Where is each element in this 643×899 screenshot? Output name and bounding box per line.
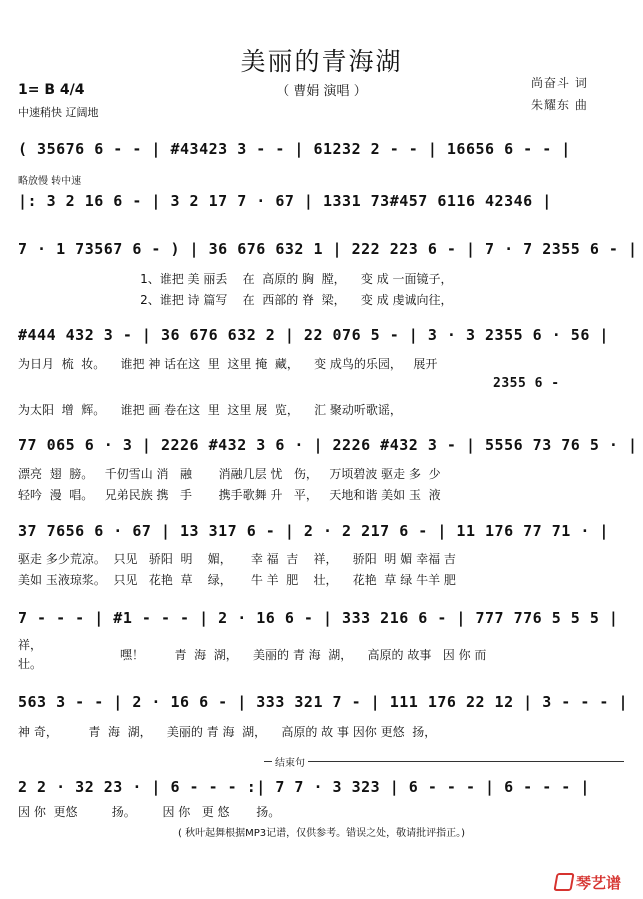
lyric-row-4-verse-2: 为太阳 增 辉。 谁把 画 卷在这 里 这里 展 览， 汇 聚动听歌谣， [18,403,402,417]
key-signature: 1= B 4/4 [18,82,85,98]
lyric-row-5-verse-2: 轻吟 漫 唱。 兄弟民族 携 手 携手歌舞 升 平， 天地和谐 美如 玉 液 [18,488,441,502]
lyric-row-8: 神 奇， 青 海 湖， 美丽的 青 海 湖， 高原的 故 事 因你 更悠 扬， [18,725,437,739]
lyric-row-3-verse-1: 1、谁把 美 丽丢 在 高原的 胸 膛， 变 成 一面镜子， [18,272,453,286]
lyric-row-7-chorus: 嘿！ 青 海 湖， 美丽的 青 海 湖， 高原的 故事 因 你 而 [120,648,487,662]
score-row-3: 7 · 1 73567 6 - ) | 36 676 632 1 | 222 223 6 - | 7 · 7 2355 6 - | [18,240,638,258]
score-row-2: |: 3 2 16 6 - | 3 2 17 7 · 67 | 1331 73#457 6116 42346 | [18,192,552,210]
page-title: 美丽的青海湖 [240,47,403,76]
footer-note: ( 秋叶起舞根据MP3记谱，仅供参考。错误之处，敬请批评指正。) [177,828,465,839]
logo-text: 琴艺谱 [576,874,622,892]
lyric-row-9: 因 你 更悠 扬。 因 你 更 悠 扬。 [18,805,281,819]
performer: （ 曹娟 演唱 ） [276,84,367,99]
composer: 朱耀东 曲 [531,98,588,112]
lyric-row-6-verse-1: 驱走 多少荒凉。 只见 骄阳 明 媚， 幸 福 吉 祥， 骄阳 明 媚 幸福 吉 [18,552,456,566]
lyric-row-7-verse-2: 壮。 [18,657,43,671]
lyric-row-4-verse-1: 为日月 梳 妆。 谁把 神 话在这 里 这里 掩 藏， 变 成鸟的乐园， 展开 [18,357,438,371]
lyricist: 尚奋斗 词 [531,76,588,90]
lyric-row-5-verse-1: 漂亮 翅 膀。 千仞雪山 消 融 消融几层 忧 伤， 万顷碧波 驱走 多 少 [18,467,441,481]
score-row-8: 563 3 - - | 2 · 16 6 - | 333 321 7 - | 111 176 22 12 | 3 - - - | [18,693,628,711]
lyric-row-7-verse-1: 祥， [18,638,43,652]
score-row-5: 77 065 6 · 3 | 2226 #432 3 6 · | 2226 #432 3 - | 5556 73 76 5 · | [18,436,638,454]
site-logo [555,872,621,893]
score-row-9: 2 2 · 32 23 · | 6 - - - :| 7 7 · 3 323 | 6 - - - | 6 - - - | [18,778,590,796]
lyric-row-6-verse-2: 美如 玉液琼浆。 只见 花艳 草 绿， 牛 羊 肥 壮， 花艳 草 绿 牛羊 肥 [18,573,456,587]
score-row-4: #444 432 3 - | 36 676 632 2 | 22 076 5 - | 3 · 3 2355 6 · 56 | [18,326,609,344]
lyric-row-3-verse-2: 2、谁把 诗 篇写 在 西部的 脊 梁， 变 成 虔诚向往， [18,293,453,307]
tempo-marking: 中速稍快 辽阔地 [18,106,99,119]
logo-icon [553,873,574,891]
score-row-7: 7 - - - | #1 - - - | 2 · 16 6 - | 333 216 6 - | 777 776 5 5 5 | [18,609,619,627]
score-row-1: ( 35676 6 - - | #43423 3 - - | 61232 2 - - | 16656 6 - - | [18,140,571,158]
score-row-6: 37 7656 6 · 67 | 13 317 6 - | 2 · 2 217 6 - | 11 176 77 71 · | [18,522,609,540]
tempo-change-note: 略放慢 转中速 [18,176,82,187]
alternate-melody: 2355 6 - [493,376,560,391]
ending-bracket-line [264,761,624,762]
ending-label: 结束句 [272,754,308,769]
